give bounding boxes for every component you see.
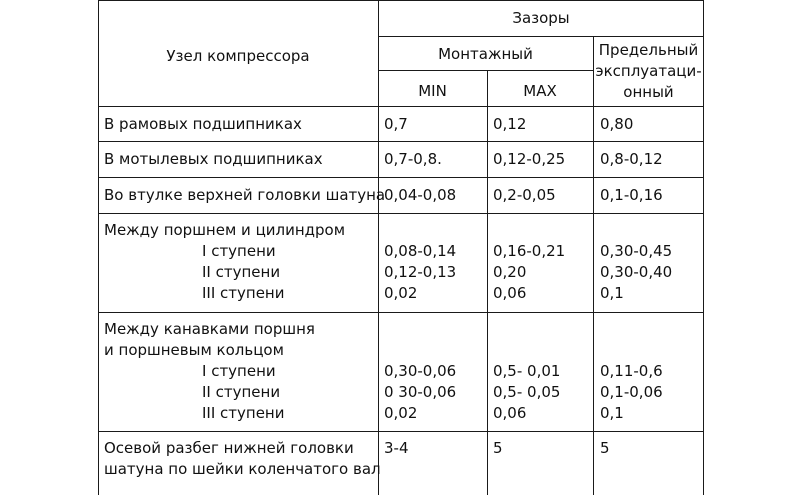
cell-max	[493, 361, 560, 424]
cell-max-value: 0,20	[493, 263, 527, 281]
cell-limit: 0,1-0,16	[600, 186, 663, 204]
row-divider-1	[98, 141, 704, 142]
cell-min: 3-4	[384, 439, 409, 457]
table-border-top	[98, 0, 704, 1]
cell-min-value: 0,08-0,14	[384, 242, 457, 260]
row-label	[104, 220, 345, 304]
row-label-line: Между поршнем и цилиндром	[104, 221, 346, 239]
row-label: В мотылевых подшипниках	[104, 150, 323, 168]
clearance-table	[98, 0, 704, 495]
cell-max-value: 0,06	[493, 284, 527, 302]
stage-label: II ступени	[202, 383, 281, 401]
cell-min-value: 0,02	[384, 404, 418, 422]
cell-min	[384, 361, 456, 424]
header-limit-line: эксплуатаци-	[595, 62, 702, 80]
cell-limit-value: 0,1	[600, 404, 624, 422]
row-label	[104, 438, 381, 480]
cell-limit	[600, 241, 672, 304]
row-label-line: Осевой разбег нижней головки	[104, 439, 354, 457]
row-label-line: шатуна по шейки коленчатого вал	[104, 460, 381, 478]
stage-label: II ступени	[202, 263, 281, 281]
row-divider-4	[98, 312, 704, 313]
header-node: Узел компрессора	[166, 47, 310, 65]
cell-limit	[600, 361, 663, 424]
header-bottom	[98, 106, 704, 107]
cell-max-value: 0,06	[493, 404, 527, 422]
cell-max-value: 0,5- 0,01	[493, 362, 561, 380]
cell-min-value: 0,12-0,13	[384, 263, 457, 281]
row-divider-5	[98, 431, 704, 432]
header-divider-1	[378, 36, 704, 37]
header-clearances: Зазоры	[512, 9, 570, 27]
stage-label: III ступени	[202, 404, 285, 422]
cell-max: 0,2-0,05	[493, 186, 556, 204]
cell-min-value: 0 30-0,06	[384, 383, 457, 401]
cell-max	[493, 241, 565, 304]
cell-min: 0,7	[384, 115, 408, 133]
header-assembly: Монтажный	[438, 45, 533, 63]
header-max: MAX	[523, 82, 557, 100]
cell-limit-value: 0,11-0,6	[600, 362, 663, 380]
cell-max: 0,12	[493, 115, 527, 133]
row-label: Во втулке верхней головки шатуна	[104, 186, 386, 204]
col-divider-3	[593, 36, 594, 495]
col-divider-1	[378, 0, 379, 495]
cell-min-value: 0,30-0,06	[384, 362, 457, 380]
header-limit-line: Предельный	[598, 41, 699, 59]
stage-label: I ступени	[202, 242, 276, 260]
cell-max-value: 0,16-0,21	[493, 242, 566, 260]
stage-label: I ступени	[202, 362, 276, 380]
cell-max: 5	[493, 439, 503, 457]
cell-limit: 0,8-0,12	[600, 150, 663, 168]
cell-limit-value: 0,30-0,40	[600, 263, 673, 281]
stage-label: III ступени	[202, 284, 285, 302]
row-label: В рамовых подшипниках	[104, 115, 302, 133]
cell-max-value: 0,5- 0,05	[493, 383, 561, 401]
header-limit-line: онный	[623, 83, 674, 101]
row-label-line: Между канавками поршня	[104, 320, 315, 338]
cell-limit-value: 0,30-0,45	[600, 242, 673, 260]
cell-limit: 5	[600, 439, 610, 457]
row-divider-3	[98, 213, 704, 214]
header-limit	[593, 40, 704, 103]
cell-min-value: 0,02	[384, 284, 418, 302]
row-label-line: и поршневым кольцом	[104, 341, 284, 359]
cell-limit-value: 0,1-0,06	[600, 383, 663, 401]
cell-min: 0,7-0,8.	[384, 150, 442, 168]
header-divider-2	[378, 70, 593, 71]
cell-limit: 0,80	[600, 115, 634, 133]
row-divider-2	[98, 177, 704, 178]
cell-min: 0,04-0,08	[384, 186, 457, 204]
cell-max: 0,12-0,25	[493, 150, 566, 168]
header-min: MIN	[418, 82, 447, 100]
cell-limit-value: 0,1	[600, 284, 624, 302]
cell-min	[384, 241, 456, 304]
table-border-left	[98, 0, 99, 495]
row-label	[104, 319, 315, 424]
